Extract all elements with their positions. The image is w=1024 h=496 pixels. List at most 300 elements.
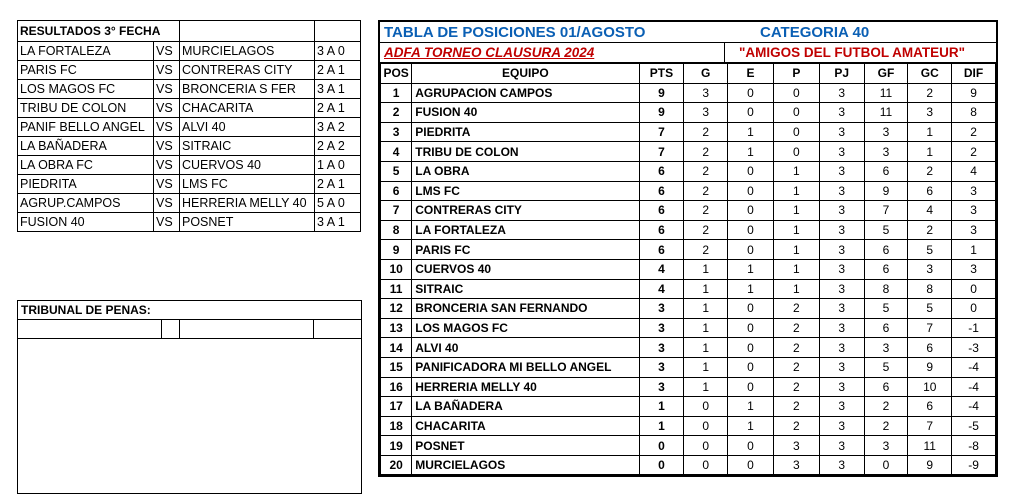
standings-row <box>381 436 996 456</box>
col-played-cell: 3 <box>819 142 864 162</box>
col-goal-diff-cell: -4 <box>952 397 996 417</box>
col-goals-for-cell: 6 <box>864 377 908 397</box>
col-goals-for-cell: 11 <box>864 83 908 103</box>
col-goals-against-cell: 6 <box>908 181 952 201</box>
col-played-cell: 3 <box>819 318 864 338</box>
col-team-cell: FUSION 40 <box>412 103 639 123</box>
col-pts-cell: 7 <box>639 142 684 162</box>
result-row <box>18 61 361 80</box>
results-header-blank <box>180 21 315 42</box>
standings-row <box>381 455 996 475</box>
col-team-cell: LA FORTALEZA <box>412 220 639 240</box>
col-won-header: G <box>684 64 728 84</box>
col-goals-against-cell: 5 <box>908 240 952 260</box>
col-won-cell: 1 <box>684 299 728 319</box>
result-row <box>18 194 361 213</box>
tournament-name: ADFA TORNEO CLAUSURA 2024 <box>380 43 725 62</box>
col-goals-against-cell: 2 <box>908 220 952 240</box>
col-pts-cell: 0 <box>639 455 684 475</box>
col-lost-cell: 1 <box>773 240 819 260</box>
col-played-cell: 3 <box>819 299 864 319</box>
col-goal-diff-cell: 2 <box>952 122 996 142</box>
col-played-cell: 3 <box>819 122 864 142</box>
col-lost-cell: 0 <box>773 122 819 142</box>
result-score: 2 A 1 <box>315 99 361 118</box>
col-won-cell: 1 <box>684 338 728 358</box>
col-goals-against-cell: 6 <box>908 338 952 358</box>
col-goals-for-cell: 7 <box>864 201 908 221</box>
col-won-cell: 2 <box>684 201 728 221</box>
result-score: 3 A 0 <box>315 42 361 61</box>
result-vs: VS <box>154 42 180 61</box>
col-lost-cell: 1 <box>773 181 819 201</box>
col-goals-for-cell: 5 <box>864 220 908 240</box>
col-won-cell: 2 <box>684 122 728 142</box>
col-team-cell: CHACARITA <box>412 416 639 436</box>
results-title: RESULTADOS 3° FECHA <box>18 21 180 42</box>
col-team-cell: BRONCERIA SAN FERNANDO <box>412 299 639 319</box>
col-goals-for-cell: 5 <box>864 299 908 319</box>
col-drawn-cell: 1 <box>728 279 774 299</box>
result-away-team: ALVI 40 <box>180 118 315 137</box>
col-team-cell: POSNET <box>412 436 639 456</box>
result-away-team: CONTRERAS CITY <box>180 61 315 80</box>
col-goals-for-cell: 6 <box>864 240 908 260</box>
col-played-cell: 3 <box>819 338 864 358</box>
col-goal-diff-cell: -5 <box>952 416 996 436</box>
col-lost-cell: 0 <box>773 103 819 123</box>
col-goals-for-cell: 6 <box>864 161 908 181</box>
col-played-header: PJ <box>819 64 864 84</box>
col-drawn-cell: 0 <box>728 220 774 240</box>
col-pts-cell: 4 <box>639 279 684 299</box>
col-goals-against-cell: 2 <box>908 83 952 103</box>
col-pos-cell: 1 <box>381 83 412 103</box>
col-pts-cell: 4 <box>639 259 684 279</box>
col-pts-cell: 9 <box>639 103 684 123</box>
col-drawn-cell: 0 <box>728 103 774 123</box>
result-row <box>18 156 361 175</box>
col-team-cell: ALVI 40 <box>412 338 639 358</box>
results-header-blank <box>315 21 361 42</box>
col-pos-cell: 10 <box>381 259 412 279</box>
col-goals-against-cell: 3 <box>908 103 952 123</box>
col-goals-against-cell: 3 <box>908 259 952 279</box>
standings-row <box>381 201 996 221</box>
result-home-team: LA FORTALEZA <box>18 42 154 61</box>
col-goals-for-cell: 3 <box>864 436 908 456</box>
col-goal-diff-header: DIF <box>952 64 996 84</box>
result-home-team: LA BAÑADERA <box>18 137 154 156</box>
tribunal-cell <box>18 320 162 338</box>
col-team-cell: CONTRERAS CITY <box>412 201 639 221</box>
col-goals-against-cell: 8 <box>908 279 952 299</box>
result-score: 2 A 1 <box>315 61 361 80</box>
col-lost-cell: 1 <box>773 161 819 181</box>
col-won-cell: 1 <box>684 357 728 377</box>
col-won-cell: 1 <box>684 377 728 397</box>
col-goal-diff-cell: 9 <box>952 83 996 103</box>
col-goals-against-cell: 7 <box>908 318 952 338</box>
results-table <box>17 20 361 232</box>
result-home-team: LOS MAGOS FC <box>18 80 154 99</box>
col-played-cell: 3 <box>819 181 864 201</box>
col-pts-cell: 6 <box>639 240 684 260</box>
col-drawn-cell: 0 <box>728 83 774 103</box>
result-row <box>18 118 361 137</box>
col-pos-cell: 3 <box>381 122 412 142</box>
col-won-cell: 3 <box>684 103 728 123</box>
col-drawn-header: E <box>728 64 774 84</box>
col-lost-cell: 2 <box>773 377 819 397</box>
col-goal-diff-cell: 3 <box>952 259 996 279</box>
col-lost-cell: 2 <box>773 318 819 338</box>
col-pts-cell: 6 <box>639 220 684 240</box>
col-pos-cell: 18 <box>381 416 412 436</box>
result-row <box>18 42 361 61</box>
result-row <box>18 213 361 232</box>
col-drawn-cell: 0 <box>728 201 774 221</box>
col-team-cell: MURCIELAGOS <box>412 455 639 475</box>
col-won-cell: 0 <box>684 455 728 475</box>
col-team-cell: CUERVOS 40 <box>412 259 639 279</box>
result-away-team: POSNET <box>180 213 315 232</box>
tribunal-cell <box>314 320 361 338</box>
tribunal-cell <box>180 320 314 338</box>
col-lost-cell: 2 <box>773 299 819 319</box>
col-goals-against-cell: 4 <box>908 201 952 221</box>
col-drawn-cell: 0 <box>728 436 774 456</box>
result-score: 2 A 1 <box>315 175 361 194</box>
tribunal-box <box>17 300 362 494</box>
col-won-cell: 1 <box>684 279 728 299</box>
standings-row <box>381 83 996 103</box>
col-pos-cell: 6 <box>381 181 412 201</box>
col-lost-cell: 2 <box>773 357 819 377</box>
col-drawn-cell: 1 <box>728 142 774 162</box>
col-goals-for-header: GF <box>864 64 908 84</box>
result-vs: VS <box>154 175 180 194</box>
col-goal-diff-cell: 1 <box>952 240 996 260</box>
result-row <box>18 99 361 118</box>
result-score: 5 A 0 <box>315 194 361 213</box>
col-goal-diff-cell: -9 <box>952 455 996 475</box>
result-vs: VS <box>154 80 180 99</box>
col-won-cell: 2 <box>684 142 728 162</box>
col-goals-for-cell: 6 <box>864 318 908 338</box>
col-goals-against-cell: 10 <box>908 377 952 397</box>
col-won-cell: 1 <box>684 318 728 338</box>
col-pts-cell: 3 <box>639 357 684 377</box>
result-row <box>18 175 361 194</box>
col-pts-cell: 3 <box>639 318 684 338</box>
tribunal-title: TRIBUNAL DE PENAS: <box>18 301 361 320</box>
col-lost-header: P <box>773 64 819 84</box>
standings-table <box>380 63 996 475</box>
tribunal-subrow <box>18 320 361 339</box>
col-goal-diff-cell: -4 <box>952 377 996 397</box>
standings-row <box>381 240 996 260</box>
league-name: "AMIGOS DEL FUTBOL AMATEUR" <box>739 45 966 60</box>
result-score: 3 A 1 <box>315 80 361 99</box>
result-home-team: FUSION 40 <box>18 213 154 232</box>
col-played-cell: 3 <box>819 83 864 103</box>
result-home-team: PARIS FC <box>18 61 154 80</box>
col-drawn-cell: 0 <box>728 240 774 260</box>
col-played-cell: 3 <box>819 240 864 260</box>
col-goals-for-cell: 5 <box>864 357 908 377</box>
col-drawn-cell: 0 <box>728 318 774 338</box>
col-team-cell: LA BAÑADERA <box>412 397 639 417</box>
col-team-cell: SITRAIC <box>412 279 639 299</box>
col-played-cell: 3 <box>819 377 864 397</box>
col-lost-cell: 2 <box>773 397 819 417</box>
col-won-cell: 0 <box>684 416 728 436</box>
col-goal-diff-cell: 8 <box>952 103 996 123</box>
col-lost-cell: 3 <box>773 455 819 475</box>
result-away-team: CHACARITA <box>180 99 315 118</box>
col-drawn-cell: 1 <box>728 416 774 436</box>
col-pos-cell: 4 <box>381 142 412 162</box>
col-team-cell: TRIBU DE COLON <box>412 142 639 162</box>
col-goals-for-cell: 2 <box>864 397 908 417</box>
col-pts-cell: 6 <box>639 201 684 221</box>
col-lost-cell: 1 <box>773 220 819 240</box>
col-drawn-cell: 1 <box>728 397 774 417</box>
col-pos-cell: 5 <box>381 161 412 181</box>
col-team-cell: LA OBRA <box>412 161 639 181</box>
col-goal-diff-cell: 4 <box>952 161 996 181</box>
col-drawn-cell: 0 <box>728 299 774 319</box>
standings-row <box>381 377 996 397</box>
result-away-team: MURCIELAGOS <box>180 42 315 61</box>
col-pts-cell: 6 <box>639 161 684 181</box>
col-goal-diff-cell: -3 <box>952 338 996 358</box>
standings-row <box>381 338 996 358</box>
result-away-team: CUERVOS 40 <box>180 156 315 175</box>
col-goals-for-cell: 9 <box>864 181 908 201</box>
result-vs: VS <box>154 194 180 213</box>
col-drawn-cell: 0 <box>728 338 774 358</box>
col-goals-for-cell: 3 <box>864 142 908 162</box>
result-vs: VS <box>154 213 180 232</box>
col-pos-cell: 9 <box>381 240 412 260</box>
result-row <box>18 80 361 99</box>
col-drawn-cell: 1 <box>728 122 774 142</box>
col-team-cell: PANIFICADORA MI BELLO ANGEL <box>412 357 639 377</box>
col-goal-diff-cell: 3 <box>952 181 996 201</box>
col-goal-diff-cell: 0 <box>952 279 996 299</box>
col-won-cell: 2 <box>684 161 728 181</box>
col-goals-for-cell: 2 <box>864 416 908 436</box>
col-goals-for-cell: 0 <box>864 455 908 475</box>
standings-row <box>381 416 996 436</box>
col-pts-cell: 9 <box>639 83 684 103</box>
col-pos-cell: 16 <box>381 377 412 397</box>
col-pos-cell: 11 <box>381 279 412 299</box>
col-won-cell: 2 <box>684 181 728 201</box>
result-home-team: LA OBRA FC <box>18 156 154 175</box>
col-goals-for-cell: 3 <box>864 338 908 358</box>
col-pos-cell: 7 <box>381 201 412 221</box>
col-pts-cell: 0 <box>639 436 684 456</box>
col-goal-diff-cell: 2 <box>952 142 996 162</box>
col-won-cell: 2 <box>684 240 728 260</box>
standings-row <box>381 299 996 319</box>
result-home-team: PANIF BELLO ANGEL <box>18 118 154 137</box>
col-drawn-cell: 0 <box>728 455 774 475</box>
tribunal-cell <box>162 320 180 338</box>
col-pos-cell: 17 <box>381 397 412 417</box>
col-pts-cell: 1 <box>639 416 684 436</box>
col-lost-cell: 2 <box>773 338 819 358</box>
col-goal-diff-cell: -1 <box>952 318 996 338</box>
col-team-cell: LMS FC <box>412 181 639 201</box>
col-drawn-cell: 0 <box>728 357 774 377</box>
standings-row <box>381 161 996 181</box>
col-won-cell: 3 <box>684 83 728 103</box>
col-team-cell: PARIS FC <box>412 240 639 260</box>
col-lost-cell: 1 <box>773 279 819 299</box>
col-pts-cell: 3 <box>639 377 684 397</box>
result-vs: VS <box>154 118 180 137</box>
col-lost-cell: 2 <box>773 416 819 436</box>
col-goal-diff-cell: 3 <box>952 220 996 240</box>
col-pos-cell: 8 <box>381 220 412 240</box>
col-goals-against-cell: 7 <box>908 416 952 436</box>
col-goal-diff-cell: 0 <box>952 299 996 319</box>
standings-row <box>381 122 996 142</box>
col-played-cell: 3 <box>819 416 864 436</box>
result-vs: VS <box>154 99 180 118</box>
standings-row <box>381 142 996 162</box>
col-pts-cell: 1 <box>639 397 684 417</box>
col-played-cell: 3 <box>819 220 864 240</box>
result-row <box>18 137 361 156</box>
result-score: 3 A 2 <box>315 118 361 137</box>
col-pts-cell: 6 <box>639 181 684 201</box>
col-goals-against-cell: 6 <box>908 397 952 417</box>
col-drawn-cell: 0 <box>728 181 774 201</box>
col-pts-cell: 3 <box>639 338 684 358</box>
result-home-team: AGRUP.CAMPOS <box>18 194 154 213</box>
standings-row <box>381 397 996 417</box>
result-away-team: HERRERIA MELLY 40 <box>180 194 315 213</box>
col-goals-against-header: GC <box>908 64 952 84</box>
col-played-cell: 3 <box>819 455 864 475</box>
result-away-team: SITRAIC <box>180 137 315 156</box>
col-won-cell: 0 <box>684 397 728 417</box>
standings-row <box>381 318 996 338</box>
col-played-cell: 3 <box>819 279 864 299</box>
standings-title-row <box>380 22 996 43</box>
col-goals-against-cell: 1 <box>908 122 952 142</box>
standings-row <box>381 259 996 279</box>
col-pos-cell: 20 <box>381 455 412 475</box>
col-lost-cell: 0 <box>773 142 819 162</box>
col-team-cell: AGRUPACION CAMPOS <box>412 83 639 103</box>
col-drawn-cell: 0 <box>728 161 774 181</box>
result-away-team: BRONCERIA S FER <box>180 80 315 99</box>
col-goals-against-cell: 9 <box>908 357 952 377</box>
col-played-cell: 3 <box>819 201 864 221</box>
col-goals-for-cell: 3 <box>864 122 908 142</box>
standings-title: TABLA DE POSICIONES 01/AGOSTO <box>384 23 646 41</box>
col-won-cell: 0 <box>684 436 728 456</box>
result-home-team: PIEDRITA <box>18 175 154 194</box>
col-pts-header: PTS <box>639 64 684 84</box>
standings-row <box>381 279 996 299</box>
col-drawn-cell: 0 <box>728 377 774 397</box>
col-goals-against-cell: 11 <box>908 436 952 456</box>
col-lost-cell: 1 <box>773 259 819 279</box>
col-goal-diff-cell: 3 <box>952 201 996 221</box>
col-goal-diff-cell: -8 <box>952 436 996 456</box>
col-won-cell: 1 <box>684 259 728 279</box>
standings-subtitle-row <box>380 43 996 63</box>
standings-row <box>381 220 996 240</box>
result-vs: VS <box>154 137 180 156</box>
result-vs: VS <box>154 156 180 175</box>
col-pos-header: POS <box>381 64 412 84</box>
standings-row <box>381 181 996 201</box>
standings-header-row <box>381 64 996 84</box>
col-team-header: EQUIPO <box>412 64 639 84</box>
col-goals-for-cell: 8 <box>864 279 908 299</box>
col-pos-cell: 19 <box>381 436 412 456</box>
results-header-row <box>18 21 361 42</box>
standings-row <box>381 357 996 377</box>
col-goals-for-cell: 6 <box>864 259 908 279</box>
col-goals-against-cell: 1 <box>908 142 952 162</box>
col-goals-against-cell: 2 <box>908 161 952 181</box>
col-played-cell: 3 <box>819 259 864 279</box>
col-played-cell: 3 <box>819 436 864 456</box>
col-lost-cell: 0 <box>773 83 819 103</box>
result-score: 1 A 0 <box>315 156 361 175</box>
col-pts-cell: 7 <box>639 122 684 142</box>
standings-row <box>381 103 996 123</box>
col-lost-cell: 3 <box>773 436 819 456</box>
result-home-team: TRIBU DE COLON <box>18 99 154 118</box>
col-pts-cell: 3 <box>639 299 684 319</box>
col-played-cell: 3 <box>819 161 864 181</box>
col-goals-for-cell: 11 <box>864 103 908 123</box>
col-played-cell: 3 <box>819 357 864 377</box>
col-pos-cell: 14 <box>381 338 412 358</box>
col-team-cell: LOS MAGOS FC <box>412 318 639 338</box>
standings-panel <box>378 20 998 477</box>
col-played-cell: 3 <box>819 103 864 123</box>
col-team-cell: PIEDRITA <box>412 122 639 142</box>
standings-category: CATEGORIA 40 <box>760 23 870 41</box>
col-lost-cell: 1 <box>773 201 819 221</box>
col-pos-cell: 2 <box>381 103 412 123</box>
col-goal-diff-cell: -4 <box>952 357 996 377</box>
col-team-cell: HERRERIA MELLY 40 <box>412 377 639 397</box>
col-pos-cell: 12 <box>381 299 412 319</box>
col-goals-against-cell: 9 <box>908 455 952 475</box>
col-won-cell: 2 <box>684 220 728 240</box>
col-drawn-cell: 1 <box>728 259 774 279</box>
result-score: 3 A 1 <box>315 213 361 232</box>
result-score: 2 A 2 <box>315 137 361 156</box>
col-goals-against-cell: 5 <box>908 299 952 319</box>
col-pos-cell: 13 <box>381 318 412 338</box>
col-played-cell: 3 <box>819 397 864 417</box>
result-vs: VS <box>154 61 180 80</box>
result-away-team: LMS FC <box>180 175 315 194</box>
